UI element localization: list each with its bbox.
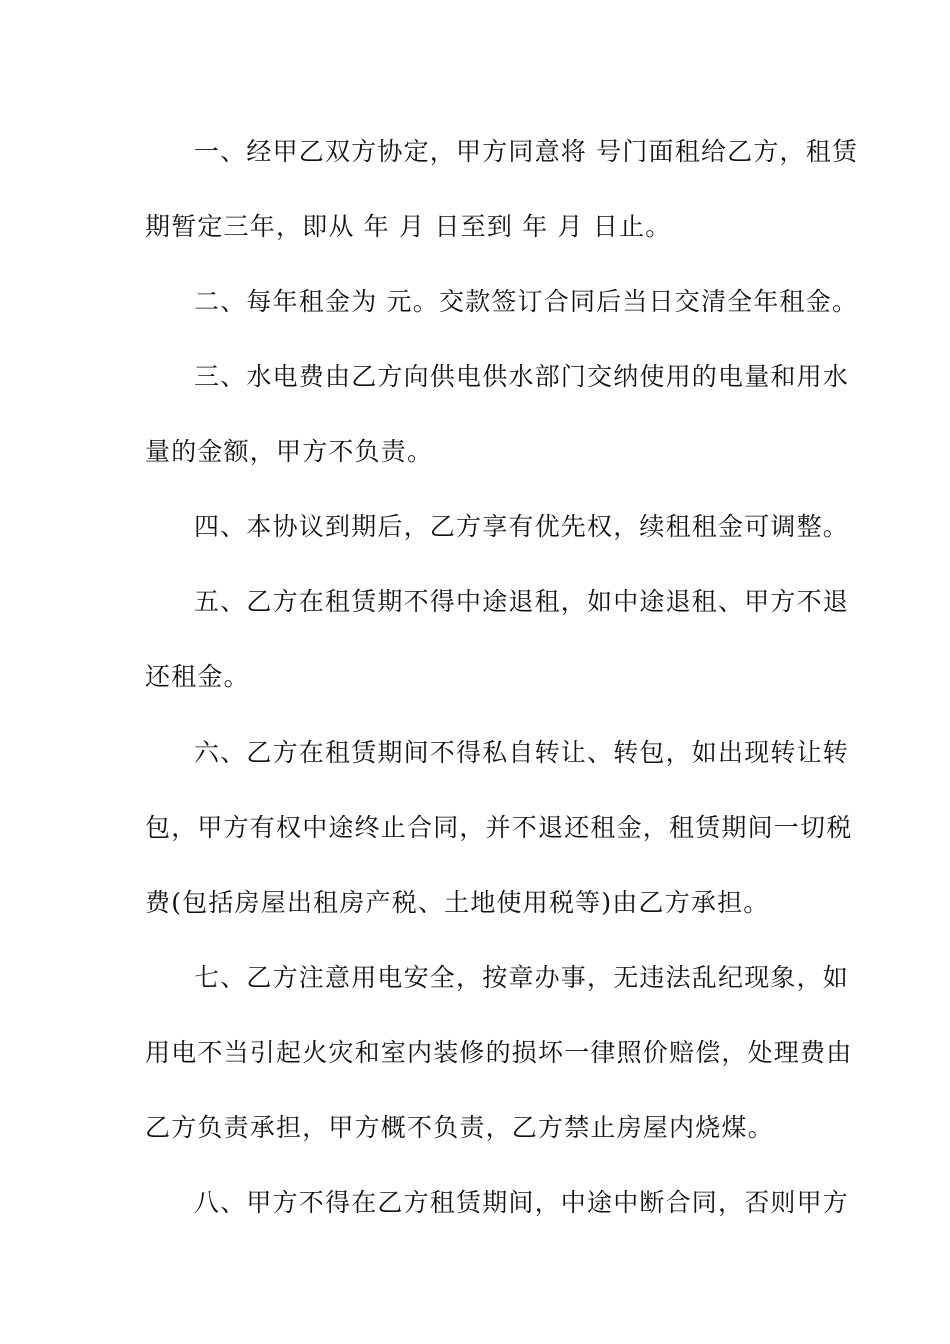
clause-2-line-1: 二、每年租金为 元。交款签订合同后当日交清全年租金。: [194, 287, 859, 316]
clause-5-line-1: 五、乙方在租赁期不得中途退租，如中途退租、甲方不退: [194, 587, 850, 616]
clause-5-line-2: 还租金。: [145, 662, 250, 691]
clause-6-line-3: 费(包括房屋出租房产税、土地使用税等)由乙方承担。: [145, 888, 770, 917]
clause-7-line-2: 用电不当引起火灾和室内装修的损坏一律照价赔偿，处理费由: [145, 1038, 853, 1067]
clause-7-line-1: 七、乙方注意用电安全，按章办事，无违法乱纪现象，如: [194, 963, 850, 992]
clause-1-line-1: 一、经甲乙双方协定，甲方同意将 号门面租给乙方，租赁: [194, 137, 859, 166]
clause-7-line-3: 乙方负责承担，甲方概不负责，乙方禁止房屋内烧煤。: [145, 1113, 774, 1142]
clause-8-line-1: 八、甲方不得在乙方租赁期间，中途中断合同，否则甲方: [194, 1188, 850, 1217]
clause-3-line-2: 量的金额，甲方不负责。: [145, 437, 434, 466]
clause-6-line-1: 六、乙方在租赁期间不得私自转让、转包，如出现转让转: [194, 738, 850, 767]
clause-6-line-2: 包，甲方有权中途终止合同，并不退还租金，租赁期间一切税: [145, 813, 853, 842]
clause-1-line-2: 期暂定三年，即从 年 月 日至到 年 月 日止。: [145, 212, 672, 241]
clause-4-line-1: 四、本协议到期后，乙方享有优先权，续租租金可调整。: [194, 512, 850, 541]
clause-3-line-1: 三、水电费由乙方向供电供水部门交纳使用的电量和用水: [194, 362, 850, 391]
